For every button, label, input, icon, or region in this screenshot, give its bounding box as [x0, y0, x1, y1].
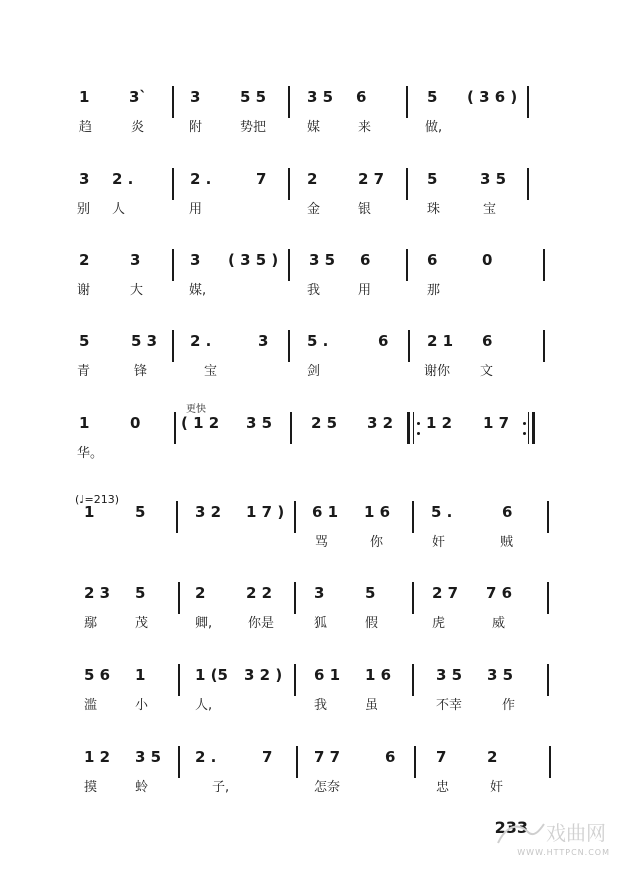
note-group: 6 [385, 748, 396, 766]
bar-line [547, 664, 549, 696]
bar-line [412, 582, 414, 614]
lyric: 做, [425, 120, 443, 135]
note-group: 2 . [190, 170, 212, 188]
bar-line [288, 330, 290, 362]
bar-line [176, 501, 178, 533]
note-group: 5 [135, 503, 146, 521]
repeat-dot [417, 422, 420, 425]
note-group: 1 [84, 503, 95, 521]
lyric: 别 [77, 202, 91, 217]
note-group: 1 [79, 88, 90, 106]
note-group: 3 5 [309, 251, 336, 269]
note-group: 0 [482, 251, 493, 269]
bar-line [294, 582, 296, 614]
lyric: 宝 [204, 364, 218, 379]
lyric: 来 [358, 120, 372, 135]
watermark-name: 戏曲网 [546, 821, 606, 845]
note-group: 2 . [112, 170, 134, 188]
note-group: 7 [436, 748, 447, 766]
lyric: 用 [358, 283, 372, 298]
page-number: 233 [494, 818, 528, 837]
lyric: 珠 [427, 202, 441, 217]
bar-line [527, 168, 529, 200]
bar-line [178, 582, 180, 614]
note-group: 6 [427, 251, 438, 269]
note-group: 5 3 [131, 332, 158, 350]
bar-line [296, 746, 298, 778]
note-group: 1 [135, 666, 146, 684]
note-group: 3 [79, 170, 90, 188]
lyric: 怎奈 [314, 780, 341, 795]
lyric: 青 [77, 364, 91, 379]
repeat-dot [523, 422, 526, 425]
bar-line [178, 664, 180, 696]
note-group: 1 6 [365, 666, 392, 684]
lyric: 你 [370, 535, 384, 550]
repeat-bar-end-thin [528, 412, 529, 444]
lyric: 剑 [307, 364, 321, 379]
note-group: 3 2 [195, 503, 222, 521]
repeat-bar-start-thin [413, 412, 414, 444]
note-group: 3 5 [246, 414, 273, 432]
lyric: 茂 [135, 616, 149, 631]
note-group: 5 [79, 332, 90, 350]
note-group: 5 . [431, 503, 453, 521]
note-group: 3 5 [480, 170, 507, 188]
lyric: 鄢 [84, 616, 98, 631]
lyric: 锋 [134, 364, 148, 379]
lyric: 人, [195, 698, 213, 713]
lyric: 炎 [131, 120, 145, 135]
note-group: 6 1 [314, 666, 341, 684]
bar-line [172, 249, 174, 281]
bar-line [172, 86, 174, 118]
bar-line [408, 330, 410, 362]
bar-line [414, 746, 416, 778]
note-group: 3 5 [307, 88, 334, 106]
note-group: 2 [487, 748, 498, 766]
watermark-url: WWW.HTTPCN.COM [517, 848, 610, 857]
repeat-dot [417, 432, 420, 435]
bar-line [288, 86, 290, 118]
music-system-4 [0, 332, 630, 404]
note-group: 0 [130, 414, 141, 432]
note-group: 3 [190, 88, 201, 106]
bar-line [172, 330, 174, 362]
note-group: 3 5 [487, 666, 514, 684]
note-group: 1 7 ) [246, 503, 285, 521]
bar-line [406, 168, 408, 200]
lyric: 奸 [490, 780, 504, 795]
note-group: 3 [314, 584, 325, 602]
note-group: 2 5 [311, 414, 338, 432]
note-group: 6 [356, 88, 367, 106]
music-system-5 [0, 404, 630, 486]
lyric: 华。 [77, 446, 104, 461]
note-group: 1 [79, 414, 90, 432]
note-group: 3 [130, 251, 141, 269]
note-group: 2 [195, 584, 206, 602]
note-group: ( 3 6 ) [467, 88, 518, 106]
bar-line [172, 168, 174, 200]
note-group: ( 1 2 [181, 414, 220, 432]
note-group: 2 2 [246, 584, 273, 602]
lyric: 势把 [240, 120, 267, 135]
note-group: 5 [135, 584, 146, 602]
lyric: 假 [365, 616, 379, 631]
bar-line [527, 86, 529, 118]
bar-line [547, 582, 549, 614]
tempo-indication: (♩=213) [75, 493, 119, 506]
lyric: 大 [130, 283, 144, 298]
lyric: 不幸 [436, 698, 463, 713]
bar-line [549, 746, 551, 778]
note-group: 2 [307, 170, 318, 188]
note-group: 1 (5 [195, 666, 228, 684]
lyric: 用 [189, 202, 203, 217]
note-group: 2 7 [432, 584, 459, 602]
lyric: 附 [189, 120, 203, 135]
bar-line [294, 664, 296, 696]
lyric: 媒 [307, 120, 321, 135]
note-group: ( 3 5 ) [228, 251, 279, 269]
bar-line [288, 168, 290, 200]
note-group: 1 6 [364, 503, 391, 521]
repeat-bar-start [407, 412, 410, 444]
lyric: 骂 [315, 535, 329, 550]
bar-line [543, 249, 545, 281]
note-group: 1 2 [84, 748, 111, 766]
lyric: 忠 [436, 780, 450, 795]
bar-line [174, 412, 176, 444]
lyric: 那 [427, 283, 441, 298]
lyric: 趋 [79, 120, 93, 135]
note-group: 3 5 [135, 748, 162, 766]
note-group: 7 6 [486, 584, 513, 602]
note-group: 5 . [307, 332, 329, 350]
repeat-bar-end [532, 412, 535, 444]
note-group: 5 [427, 88, 438, 106]
lyric: 摸 [84, 780, 98, 795]
note-group: 6 1 [312, 503, 339, 521]
note-group: 7 [262, 748, 273, 766]
tempo-marking: 更快 [186, 404, 206, 415]
note-group: 6 [482, 332, 493, 350]
note-group: 5 6 [84, 666, 111, 684]
note-group: 2 . [195, 748, 217, 766]
lyric: 我 [307, 283, 321, 298]
note-group: 5 [427, 170, 438, 188]
note-group: 2 3 [84, 584, 111, 602]
note-group: 2 7 [358, 170, 385, 188]
bar-line [178, 746, 180, 778]
note-group: 3 2 [367, 414, 394, 432]
lyric: 金 [307, 202, 321, 217]
note-group: 1 7 [483, 414, 510, 432]
bar-line [406, 86, 408, 118]
lyric: 狐 [314, 616, 328, 631]
note-group: 5 [365, 584, 376, 602]
bar-line [290, 412, 292, 444]
note-group: 2 1 [427, 332, 454, 350]
note-group: 2 [79, 251, 90, 269]
music-system-8 [0, 666, 630, 738]
note-group: 3ˋ [129, 88, 147, 106]
note-group: 2 . [190, 332, 212, 350]
lyric: 你是 [248, 616, 275, 631]
lyric: 奸 [432, 535, 446, 550]
lyric: 谢 [77, 283, 91, 298]
lyric: 媒, [189, 283, 207, 298]
music-system-1 [0, 88, 630, 160]
lyric: 宝 [483, 202, 497, 217]
lyric: 卿, [195, 616, 213, 631]
lyric: 蛉 [135, 780, 149, 795]
bar-line [294, 501, 296, 533]
note-group: 3 [258, 332, 269, 350]
lyric: 文 [480, 364, 494, 379]
repeat-dot [523, 432, 526, 435]
lyric: 滥 [84, 698, 98, 713]
bar-line [406, 249, 408, 281]
lyric: 威 [492, 616, 506, 631]
note-group: 7 [256, 170, 267, 188]
note-group: 5 5 [240, 88, 267, 106]
bar-line [543, 330, 545, 362]
lyric: 人 [112, 202, 126, 217]
bar-line [288, 249, 290, 281]
note-group: 6 [378, 332, 389, 350]
note-group: 6 [502, 503, 513, 521]
music-system-2 [0, 170, 630, 242]
music-system-3 [0, 251, 630, 323]
music-system-7 [0, 584, 630, 656]
note-group: 3 [190, 251, 201, 269]
note-group: 7 7 [314, 748, 341, 766]
lyric: 虽 [365, 698, 379, 713]
lyric: 作 [502, 698, 516, 713]
lyric: 谢你 [424, 364, 451, 379]
note-group: 3 5 [436, 666, 463, 684]
bar-line [547, 501, 549, 533]
lyric: 银 [358, 202, 372, 217]
lyric: 虎 [432, 616, 446, 631]
bar-line [412, 664, 414, 696]
note-group: 3 2 ) [244, 666, 283, 684]
lyric: 子, [212, 780, 230, 795]
lyric: 小 [135, 698, 149, 713]
lyric: 贼 [500, 535, 514, 550]
bar-line [412, 501, 414, 533]
music-system-6 [0, 493, 630, 575]
note-group: 1 2 [426, 414, 453, 432]
note-group: 6 [360, 251, 371, 269]
lyric: 我 [314, 698, 328, 713]
